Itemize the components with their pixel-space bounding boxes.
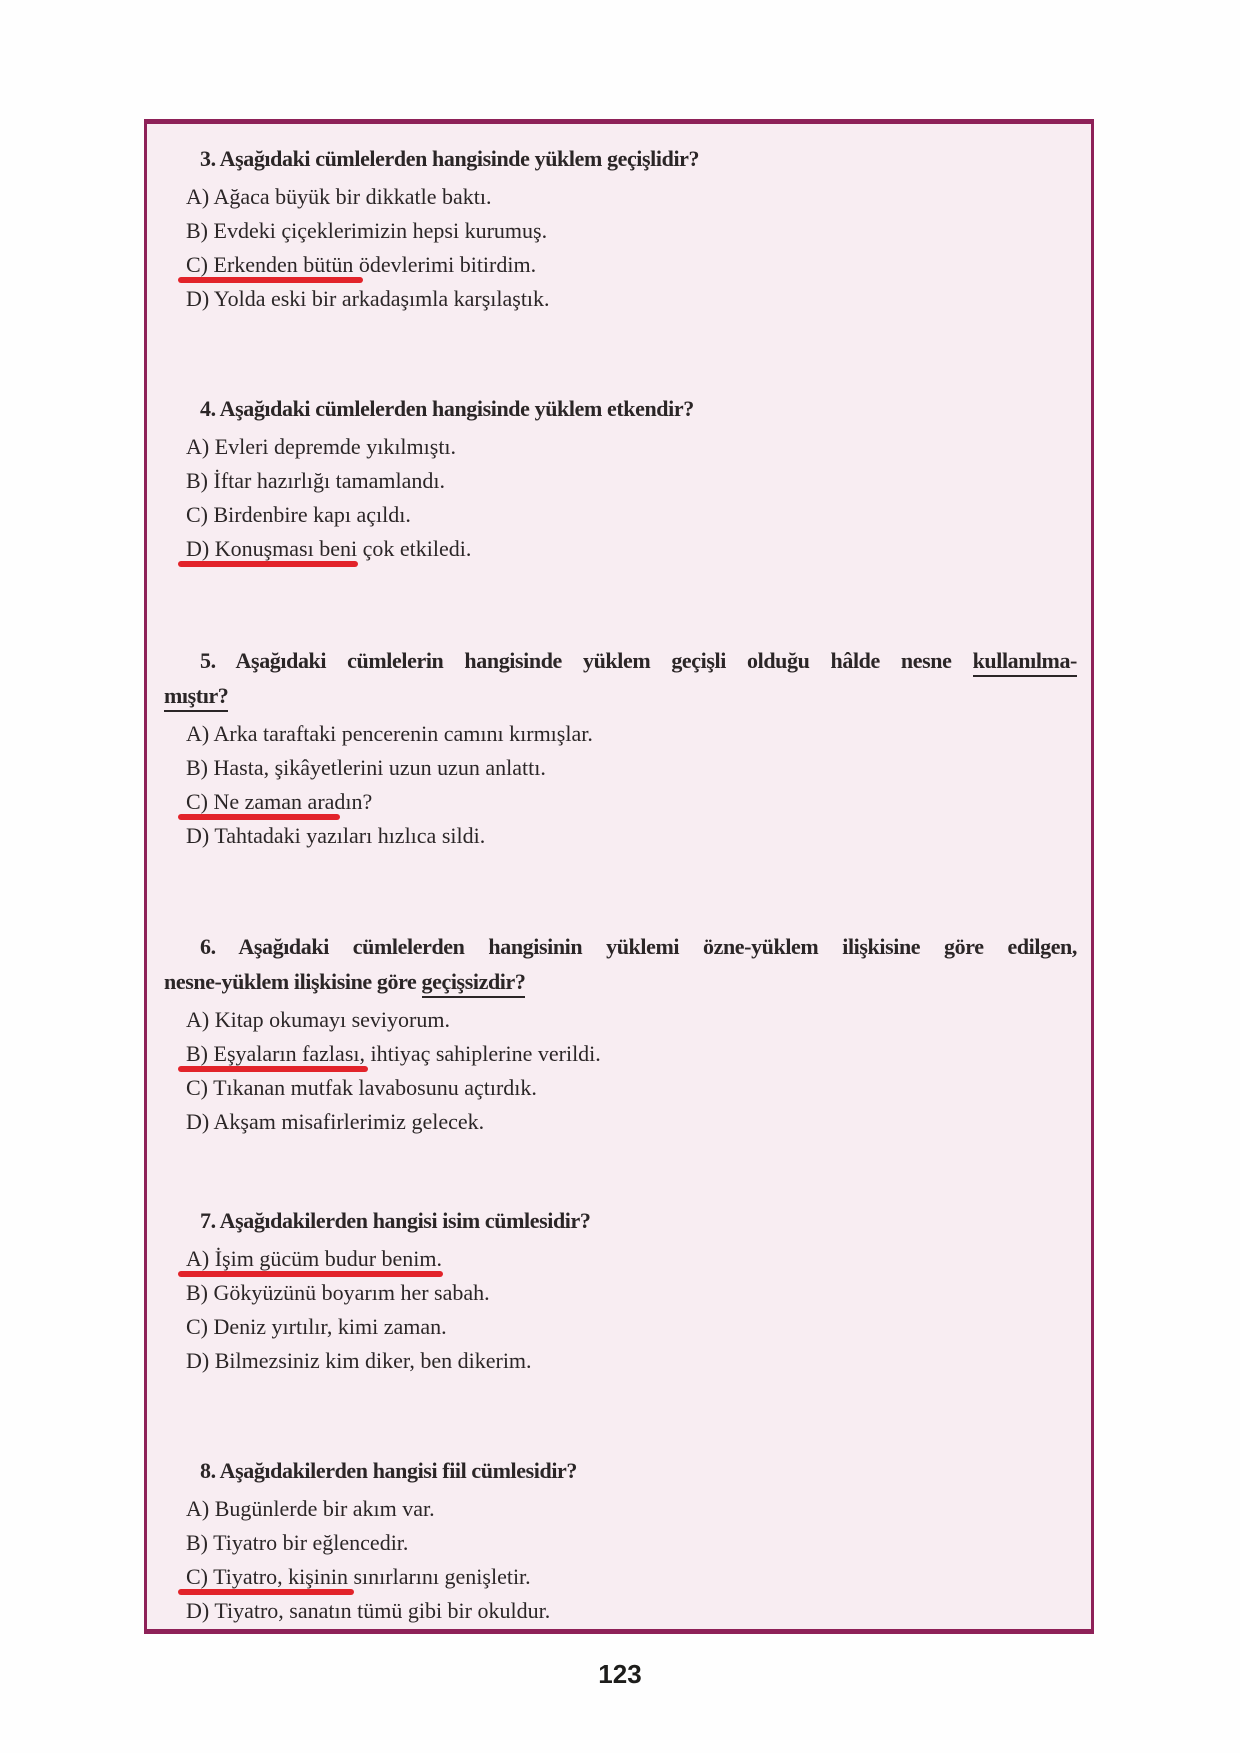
question-header	[164, 643, 1077, 713]
answer-option-text: B) Eşyaların fazlası, ihtiyaç sahiplerine verildi.	[186, 1041, 601, 1066]
answer-option-text: B) Gökyüzünü boyarım her sabah.	[186, 1280, 490, 1305]
answer-option-text: D) Bilmezsiniz kim diker, ben dikerim.	[186, 1348, 532, 1373]
answer-option-text: D) Tiyatro, sanatın tümü gibi bir okuldur.	[186, 1598, 551, 1623]
question-header-line	[164, 141, 1077, 176]
answer-option	[186, 717, 1077, 751]
question-block	[164, 1453, 1077, 1628]
header-text: 6. Aşağıdaki cümlelerden hangisinin yüklemi özne-yüklem ilişkisine göre edilgen,	[200, 934, 1077, 959]
header-text: 8. Aşağıdakilerden hangisi fiil cümlesidir?	[200, 1458, 578, 1483]
answer-option	[186, 464, 1077, 498]
underlined-word: geçişsizdir?	[422, 969, 526, 998]
answer-option	[186, 214, 1077, 248]
answer-option	[186, 1105, 1077, 1139]
questions-box	[144, 119, 1094, 1634]
answer-option	[186, 1310, 1077, 1344]
underlined-word: mıştır?	[164, 683, 228, 712]
answer-option	[186, 1344, 1077, 1378]
answer-option	[186, 751, 1077, 785]
answer-option-text: A) Bugünlerde bir akım var.	[186, 1496, 435, 1521]
answer-option	[186, 282, 1077, 316]
header-text: 7. Aşağıdakilerden hangisi isim cümlesidir?	[200, 1208, 591, 1233]
answer-mark-underline	[178, 561, 358, 567]
header-text: 4. Aşağıdaki cümlelerden hangisinde yüklem etkendir?	[200, 396, 694, 421]
question-header	[164, 391, 1077, 426]
question-block	[164, 141, 1077, 316]
answer-option-text: A) Kitap okumayı seviyorum.	[186, 1007, 450, 1032]
answer-option	[186, 1037, 1077, 1071]
answer-option	[186, 1242, 1077, 1276]
answer-option	[186, 819, 1077, 853]
header-text: nesne-yüklem ilişkisine göre	[164, 969, 422, 994]
question-block	[164, 1203, 1077, 1378]
page-number: 123	[598, 1659, 642, 1689]
question-header-line	[164, 1453, 1077, 1488]
answer-option-text: A) İşim gücüm budur benim.	[186, 1246, 443, 1271]
answer-option-text: C) Ne zaman aradın?	[186, 789, 373, 814]
answer-options	[186, 1242, 1077, 1378]
answer-options	[186, 1492, 1077, 1628]
answer-option-text: B) Tiyatro bir eğlencedir.	[186, 1530, 409, 1555]
answer-option-text: D) Yolda eski bir arkadaşımla karşılaştık.	[186, 286, 550, 311]
question-block	[164, 643, 1077, 853]
answer-option-text: A) Ağaca büyük bir dikkatle baktı.	[186, 184, 492, 209]
answer-options	[186, 1003, 1077, 1139]
underlined-word: kullanılma-	[973, 648, 1077, 677]
question-header	[164, 141, 1077, 176]
header-text: 5. Aşağıdaki cümlelerin hangisinde yüklem geçişli olduğu hâlde nesne	[200, 648, 973, 673]
question-header-line	[164, 929, 1077, 964]
question-block	[164, 929, 1077, 1139]
answer-option	[186, 1003, 1077, 1037]
answer-options	[186, 717, 1077, 853]
answer-option-text: A) Evleri depremde yıkılmıştı.	[186, 434, 457, 459]
question-header-line	[164, 643, 1077, 678]
answer-option-text: B) Hasta, şikâyetlerini uzun uzun anlattı.	[186, 755, 546, 780]
answer-option-text: D) Konuşması beni çok etkiledi.	[186, 536, 472, 561]
question-header-line	[164, 1203, 1077, 1238]
answer-option-text: C) Tıkanan mutfak lavabosunu açtırdık.	[186, 1075, 537, 1100]
answer-option	[186, 785, 1077, 819]
answer-option-text: A) Arka taraftaki pencerenin camını kırmışlar.	[186, 721, 593, 746]
question-header-line	[164, 391, 1077, 426]
header-text: 3. Aşağıdaki cümlelerden hangisinde yüklem geçişlidir?	[200, 146, 700, 171]
question-header	[164, 1453, 1077, 1488]
question-header	[164, 1203, 1077, 1238]
answer-option-text: C) Birdenbire kapı açıldı.	[186, 502, 411, 527]
answer-option	[186, 1560, 1077, 1594]
answer-option	[186, 180, 1077, 214]
answer-option	[186, 1594, 1077, 1628]
answer-option-text: C) Erkenden bütün ödevlerimi bitirdim.	[186, 252, 537, 277]
answer-option-text: C) Deniz yırtılır, kimi zaman.	[186, 1314, 447, 1339]
answer-option-text: B) Evdeki çiçeklerimizin hepsi kurumuş.	[186, 218, 548, 243]
answer-option-text: D) Tahtadaki yazıları hızlıca sildi.	[186, 823, 486, 848]
answer-options	[186, 180, 1077, 316]
answer-option-text: D) Akşam misafirlerimiz gelecek.	[186, 1109, 485, 1134]
answer-option	[186, 248, 1077, 282]
answer-option	[186, 1492, 1077, 1526]
answer-option-text: B) İftar hazırlığı tamamlandı.	[186, 468, 446, 493]
answer-option	[186, 1526, 1077, 1560]
question-header-line	[164, 964, 1077, 999]
question-header	[164, 929, 1077, 999]
question-header-line	[164, 678, 1077, 713]
answer-option	[186, 1276, 1077, 1310]
answer-option-text: C) Tiyatro, kişinin sınırlarını genişletir.	[186, 1564, 531, 1589]
answer-option	[186, 498, 1077, 532]
question-block	[164, 391, 1077, 566]
answer-option	[186, 430, 1077, 464]
answer-option	[186, 532, 1077, 566]
answer-option	[186, 1071, 1077, 1105]
answer-options	[186, 430, 1077, 566]
